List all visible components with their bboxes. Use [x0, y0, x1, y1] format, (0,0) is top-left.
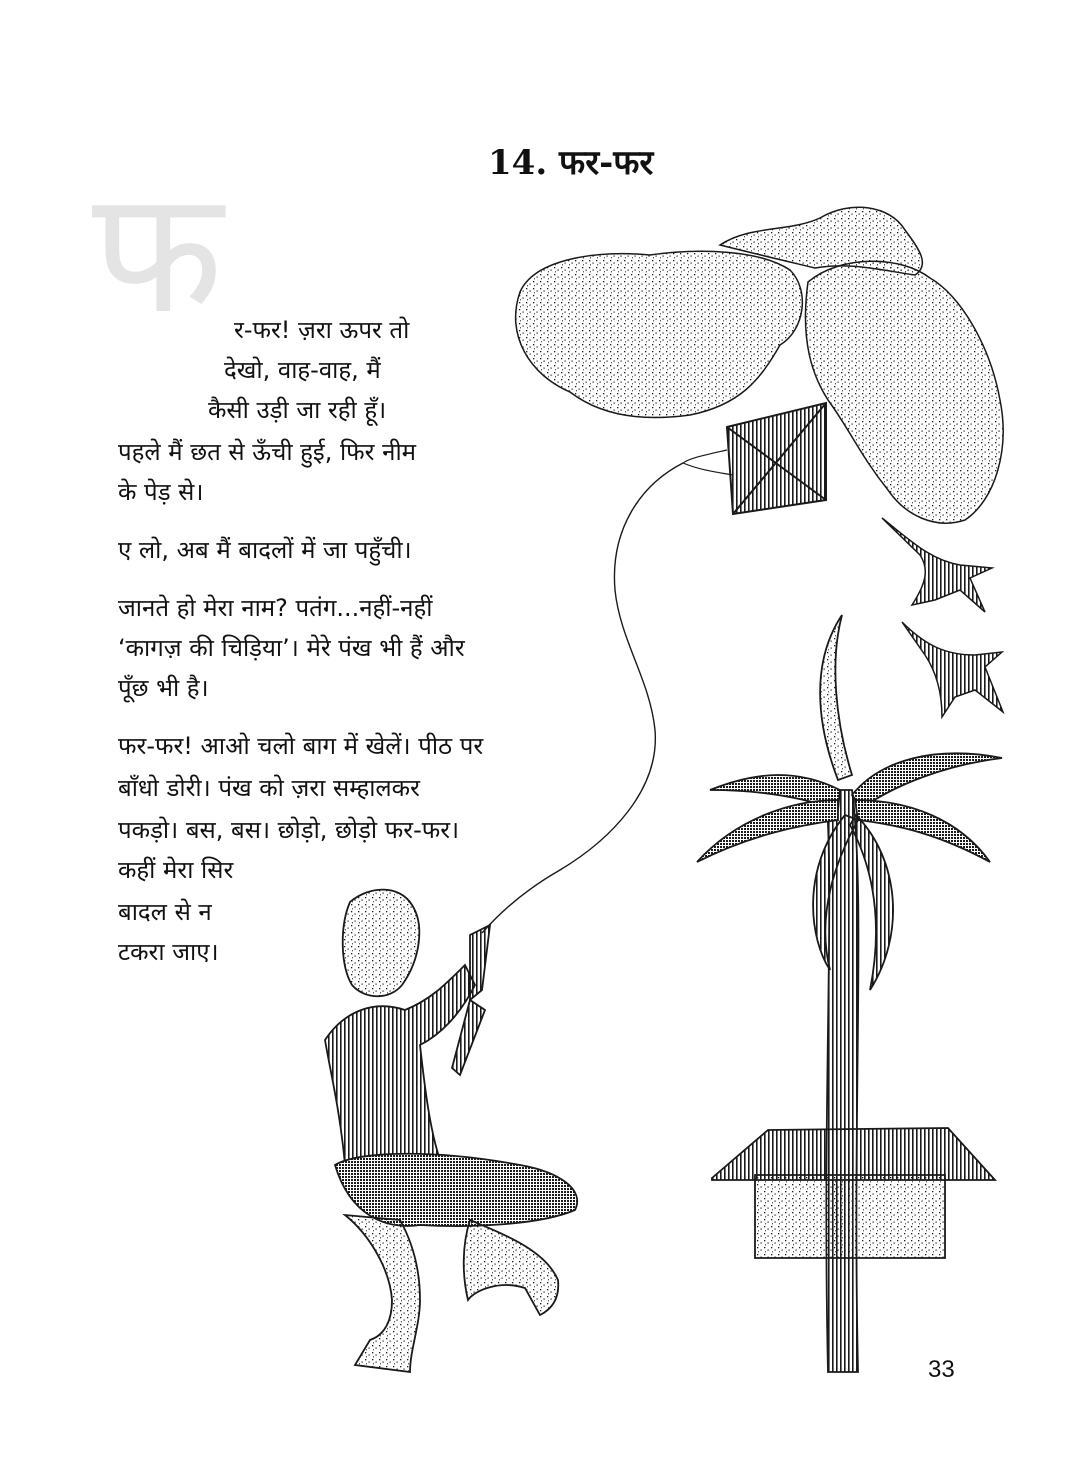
poem-line: ए लो, अब मैं बादलों में जा पहुँची। [118, 536, 412, 564]
poem-line: के पेड़ से। [118, 478, 204, 506]
poem-line: टकरा जाए। [118, 938, 219, 966]
bird-icon [882, 518, 992, 612]
poem-line: बादल से न [118, 898, 212, 926]
boy-icon [325, 890, 577, 1372]
poem-line: कहीं मेरा सिर [118, 856, 234, 884]
kite-icon [683, 403, 826, 514]
poem-line: ‘कागज़ की चिड़िया’। मेरे पंख भी हैं और [118, 634, 465, 662]
kite-string [482, 463, 683, 933]
poem-line: फर-फर! आओ चलो बाग में खेलें। पीठ पर [118, 732, 484, 760]
poem-line: बाँधो डोरी। पंख को ज़रा सम्हालकर [118, 774, 420, 802]
poem-line: देखो, वाह-वाह, मैं [224, 356, 381, 384]
drop-cap: फ [92, 154, 224, 352]
poem-line: कैसी उड़ी जा रही हूँ। [208, 396, 387, 424]
poem-line: र-फर! ज़रा ऊपर तो [234, 316, 410, 344]
poem-line: पहले मैं छत से ऊँची हुई, फिर नीम [118, 438, 417, 466]
poem-line: जानते हो मेरा नाम? पतंग...नहीं-नहीं [118, 594, 433, 622]
chapter-title: 14. फर-फर [488, 143, 654, 183]
bird-icon [902, 622, 1003, 717]
page-number: 33 [928, 1356, 955, 1383]
poem-line: पकड़ो। बस, बस। छोड़ो, छोड़ो फर-फर। [118, 816, 460, 844]
poem-line: पूँछ भी है। [118, 674, 209, 702]
hut-icon [712, 1128, 995, 1258]
